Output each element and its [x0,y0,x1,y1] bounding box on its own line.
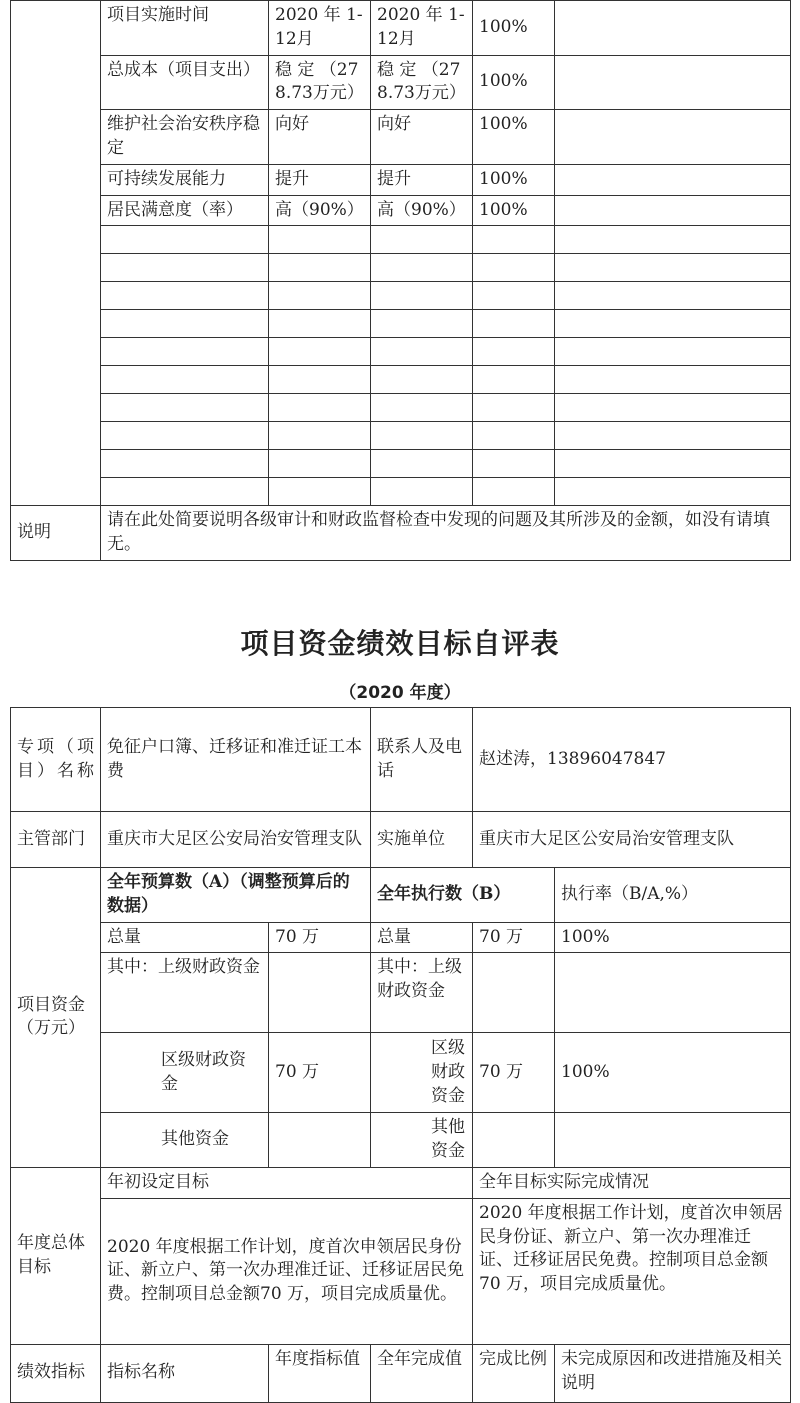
empty-row [11,254,791,282]
dept-value: 重庆市大足区公安局治安管理支队 [101,812,371,868]
col-indicator-name: 指标名称 [101,1344,269,1402]
upper-fund-exec [473,953,555,1033]
indicator-name: 项目实施时间 [101,1,269,56]
indicator-rate: 100% [473,1,555,56]
goal-label: 年度总体目标 [11,1167,101,1344]
project-name: 免征户口簿、迁移证和准迁证工本费 [101,708,371,812]
indicator-target: 提升 [269,164,371,195]
perf-label: 绩效指标 [11,1344,101,1402]
goal-actual-text: 2020 年度根据工作计划，度首次申领居民身份证、新立户、第一次办理准迁证、迁移证居民免费。控制项目总金额 70 万，项目完成质量优。 [473,1198,791,1344]
table-row [11,1113,791,1168]
upper-fund-exec-label: 其中：上级财政资金 [371,953,473,1033]
exec-header: 全年执行数（B） [371,868,555,923]
indicator-table [10,0,791,561]
fund-label: 项目资金（万元） [11,868,101,1168]
other-fund-rate [555,1113,791,1168]
col-done-value: 全年完成值 [371,1344,473,1402]
other-fund-exec-label: 其他资金 [371,1113,473,1168]
other-fund-label: 其他资金 [101,1113,269,1168]
indicator-name: 可持续发展能力 [101,164,269,195]
indicator-rate: 100% [473,164,555,195]
indicator-remark [555,164,791,195]
table-row [11,1033,791,1113]
table-row [11,953,791,1033]
table-row [11,195,791,226]
table-row [11,868,791,923]
impl-value: 重庆市大足区公安局治安管理支队 [473,812,791,868]
other-fund-exec [473,1113,555,1168]
note-label: 说明 [11,506,101,561]
table-row [11,164,791,195]
indicator-rate: 100% [473,110,555,165]
total-exec-label: 总量 [371,922,473,953]
empty-row [11,366,791,394]
form-year: （2020 年度） [339,683,461,703]
empty-row [11,226,791,254]
goal-actual-header: 全年目标实际完成情况 [473,1167,791,1198]
indicator-remark [555,1,791,56]
table-row [11,55,791,110]
impl-label: 实施单位 [371,812,473,868]
dept-label: 主管部门 [11,812,101,868]
table-row [11,1344,791,1402]
form-title: 项目资金绩效目标自评表 [240,627,560,660]
goal-set-text: 2020 年度根据工作计划，度首次申领居民身份证、新立户、第一次办理准迁证、迁移证居民免费。控制项目总金额70 万，项目完成质量优。 [101,1198,473,1344]
district-fund-budget: 70 万 [269,1033,371,1113]
table-row [11,1,791,56]
rate-header: 执行率（B/A,%） [555,868,791,923]
indicator-actual: 2020 年 1-12月 [371,1,473,56]
col-target-value: 年度指标值 [269,1344,371,1402]
table-row [11,812,791,868]
budget-header: 全年预算数（A）（调整预算后的数据） [101,868,371,923]
contact-value: 赵述涛，13896047847 [473,708,791,812]
col-ratio: 完成比例 [473,1344,555,1402]
empty-row [11,422,791,450]
table-row [11,1198,791,1344]
empty-row [11,338,791,366]
district-fund-exec: 70 万 [473,1033,555,1113]
total-budget: 70 万 [269,922,371,953]
indicator-name: 总成本（项目支出） [101,55,269,110]
indicator-remark [555,55,791,110]
indicator-remark [555,195,791,226]
total-rate: 100% [555,922,791,953]
indicator-rate: 100% [473,55,555,110]
table-row [11,110,791,165]
indicator-remark [555,110,791,165]
upper-fund-label: 其中：上级财政资金 [101,953,269,1033]
total-label: 总量 [101,922,269,953]
goal-set-header: 年初设定目标 [101,1167,473,1198]
table-row [11,922,791,953]
indicator-rate: 100% [473,195,555,226]
table-row [11,506,791,561]
district-fund-label: 区级财政资金 [101,1033,269,1113]
table-row [11,708,791,812]
empty-row [11,282,791,310]
indicator-actual: 提升 [371,164,473,195]
indicator-target: 向好 [269,110,371,165]
col-reason: 未完成原因和改进措施及相关说明 [555,1344,791,1402]
total-exec: 70 万 [473,922,555,953]
upper-fund-rate [555,953,791,1033]
upper-fund-budget [269,953,371,1033]
empty-row [11,450,791,478]
district-fund-exec-label: 区级财政资金 [371,1033,473,1113]
blank-category-cell [11,1,101,506]
indicator-actual: 高（90%） [371,195,473,226]
indicator-name: 维护社会治安秩序稳定 [101,110,269,165]
indicator-target: 稳 定 （278.73万元） [269,55,371,110]
indicator-actual: 向好 [371,110,473,165]
indicator-target: 高（90%） [269,195,371,226]
contact-label: 联系人及电话 [371,708,473,812]
indicator-target: 2020 年 1-12月 [269,1,371,56]
indicator-actual: 稳 定 （278.73万元） [371,55,473,110]
project-name-label: 专项（项目）名称 [11,708,101,812]
empty-row [11,310,791,338]
empty-row [11,394,791,422]
indicator-name: 居民满意度（率） [101,195,269,226]
table-row [11,1167,791,1198]
note-text: 请在此处简要说明各级审计和财政监督检查中发现的问题及其所涉及的金额，如没有请填无。 [101,506,791,561]
empty-row [11,478,791,506]
other-fund-budget [269,1113,371,1168]
district-fund-rate: 100% [555,1033,791,1113]
evaluation-form [10,707,791,1403]
